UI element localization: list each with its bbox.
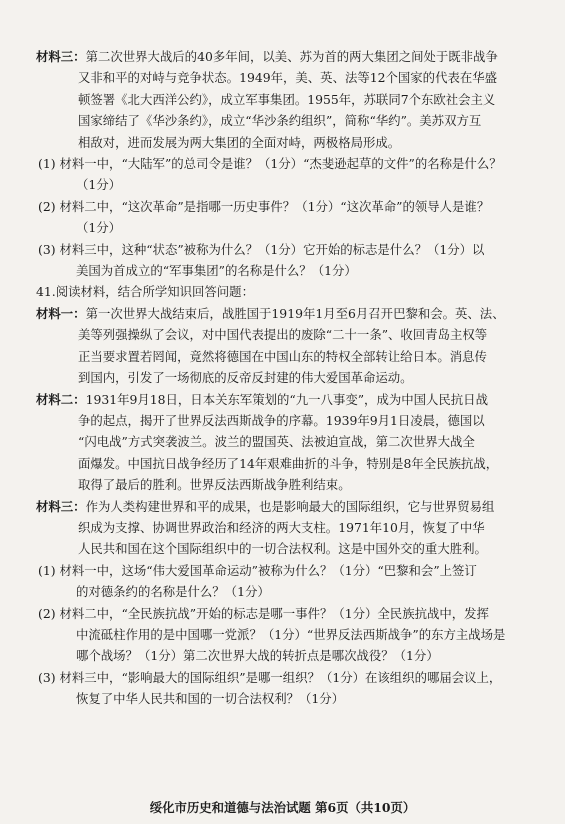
material-3-line-1: 材料三：第二次世界大战后的40多年间，以美、苏为首的两大集团之间处于既非战争 <box>36 49 498 64</box>
q40-sub1: (1) 材料一中，“大陆军”的总司令是谁？（1分）“杰斐逊起草的文件”的名称是什么？ <box>38 156 502 172</box>
q41-sub2: (2) 材料二中，“全民族抗战”开始的标志是哪一事件？（1分）全民族抗战中，发挥 <box>38 605 489 621</box>
q41-sub3-cont: 恢复了中华人民共和国的一切合法权利？（1分） <box>76 691 345 707</box>
material-3-line-2: 又非和平的对峙与竞争状态。1949年，美、英、法等12个国家的代表在华盛 <box>78 70 498 86</box>
material-label: 材料一： <box>36 305 86 321</box>
material-3-line-5: 相敌对，进而发展为两大集团的全面对峙，两极格局形成。 <box>78 134 401 150</box>
q41-sub1: (1) 材料一中，这场“伟大爱国革命运动”被称为什么？（1分）“巴黎和会”上签订 <box>38 562 477 578</box>
q41-material-2-line-5: 取得了最后的胜利。世界反法西斯战争胜利结束。 <box>78 477 351 493</box>
material-3-line-3: 顿签署《北大西洋公约》，成立军事集团。1955年，苏联同7个东欧社会主义 <box>78 91 496 107</box>
q41-material-3-line-3: 人民共和国在这个国际组织中的一切合法权利。这是中国外交的重大胜利。 <box>78 541 487 557</box>
q41-material-2-line-2: 争的起点，揭开了世界反法西斯战争的序幕。1939年9月1日凌晨，德国以 <box>78 412 485 428</box>
page-footer: 绥化市历史和道德与法治试题 第6页（共10页） <box>149 800 416 815</box>
q41-sub1-cont: 的对德条约的名称是什么？（1分） <box>76 584 270 600</box>
q41-material-3-line-2: 织成为支撑、协调世界政治和经济的两大支柱。1971年10月，恢复了中华 <box>78 519 485 535</box>
q41-material-2-line-4: 面爆发。中国抗日战争经历了14年艰难曲折的斗争，特别是8年全民族抗战， <box>78 455 499 471</box>
q40-sub3-cont: 美国为首成立的“军事集团”的名称是什么？（1分） <box>76 263 357 279</box>
material-3-line-4: 国家缔结了《华沙条约》，成立“华沙条约组织”，简称“华约”。美苏双方互 <box>78 113 482 129</box>
q40-sub2-score: （1分） <box>76 220 122 236</box>
question-41-title: 41.阅读材料，结合所学知识回答问题： <box>36 284 254 300</box>
q41-material-1-line-1: 材料一：第一次世界大战结束后，战胜国于1919年1月至6月召开巴黎和会。英、法、 <box>36 305 505 321</box>
material-label: 材料二： <box>36 391 86 407</box>
q41-sub2-cont-2: 哪个战场？（1分）第二次世界大战的转折点是哪次战役？（1分） <box>76 648 439 664</box>
material-label: 材料三： <box>36 498 86 514</box>
q41-material-1-line-3: 正当要求置若罔闻，竟然将德国在中国山东的特权全部转让给日本。消息传 <box>78 348 487 364</box>
q41-material-1-line-4: 到国内，引发了一场彻底的反帝反封建的伟大爱国革命运动。 <box>78 370 413 386</box>
q41-material-1-line-2: 美等列强操纵了会议，对中国代表提出的废除“二十一条”、收回青岛主权等 <box>78 327 488 343</box>
q40-sub3: (3) 材料三中，这种“状态”被称为什么？（1分）它开始的标志是什么？（1分）以 <box>38 241 485 257</box>
q41-material-3-line-1: 材料三：作为人类构建世界和平的成果，也是影响最大的国际组织，它与世界贸易组 <box>36 498 495 514</box>
q41-material-2-line-1: 材料二：1931年9月18日，日本关东军策划的“九一八事变”，成为中国人民抗日战 <box>36 391 488 407</box>
q40-sub1-score: （1分） <box>76 177 122 193</box>
q41-material-2-line-3: “闪电战”方式突袭波兰。波兰的盟国英、法被迫宣战，第二次世界大战全 <box>78 434 475 450</box>
material-label: 材料三： <box>36 49 86 64</box>
q40-sub2: (2) 材料二中，“这次革命”是指哪一历史事件？（1分）“这次革命”的领导人是谁？ <box>38 198 490 214</box>
q41-sub3: (3) 材料三中，“影响最大的国际组织”是哪一组织？（1分）在该组织的哪届会议上， <box>38 669 502 685</box>
q41-sub2-cont-1: 中流砥柱作用的是中国哪一党派？（1分）“世界反法西斯战争”的东方主战场是 <box>76 626 506 642</box>
